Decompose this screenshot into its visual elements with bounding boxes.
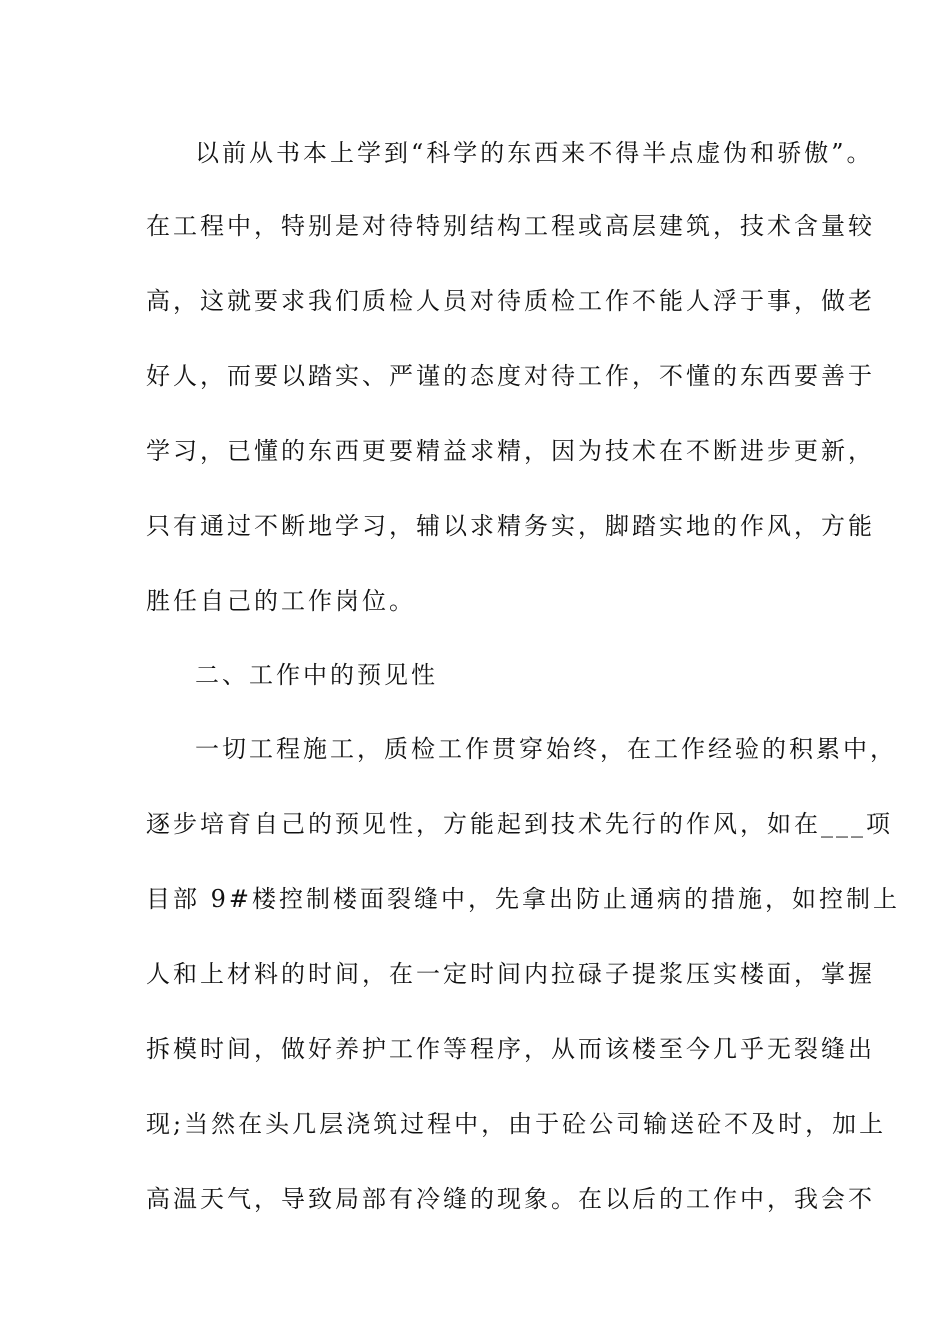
paragraph-line: 一切工程施工，质检工作贯穿始终，在工作经验的积累中， bbox=[195, 735, 897, 763]
paragraph-line: 在工程中，特别是对待特别结构工程或高层建筑，技术含量较 bbox=[146, 212, 875, 240]
paragraph-line: 以前从书本上学到“科学的东西来不得半点虚伪和骄傲”。 bbox=[195, 139, 874, 167]
paragraph-line: 现;当然在头几层浇筑过程中，由于砼公司输送砼不及时，加上 bbox=[146, 1110, 887, 1138]
section-heading: 二、工作中的预见性 bbox=[195, 661, 438, 689]
paragraph-line: 好人，而要以踏实、严谨的态度对待工作，不懂的东西要善于 bbox=[146, 362, 875, 390]
paragraph-line: 目部 9#楼控制楼面裂缝中，先拿出防止通病的措施，如控制上 bbox=[146, 885, 901, 913]
paragraph-line: 拆模时间，做好养护工作等程序，从而该楼至今几乎无裂缝出 bbox=[146, 1035, 875, 1063]
paragraph-line: 学习，已懂的东西更要精益求精，因为技术在不断进步更新， bbox=[146, 437, 875, 465]
paragraph-line: 只有通过不断地学习，辅以求精务实，脚踏实地的作风，方能 bbox=[146, 512, 875, 540]
paragraph-line: 人和上材料的时间，在一定时间内拉碌子提浆压实楼面，掌握 bbox=[146, 960, 875, 988]
paragraph-line: 逐步培育自己的预见性，方能起到技术先行的作风，如在___项 bbox=[146, 810, 893, 838]
paragraph-line: 胜任自己的工作岗位。 bbox=[146, 587, 416, 615]
paragraph-line: 高温天气，导致局部有冷缝的现象。在以后的工作中，我会不 bbox=[146, 1185, 875, 1213]
paragraph-line: 高，这就要求我们质检人员对待质检工作不能人浮于事，做老 bbox=[146, 287, 875, 315]
